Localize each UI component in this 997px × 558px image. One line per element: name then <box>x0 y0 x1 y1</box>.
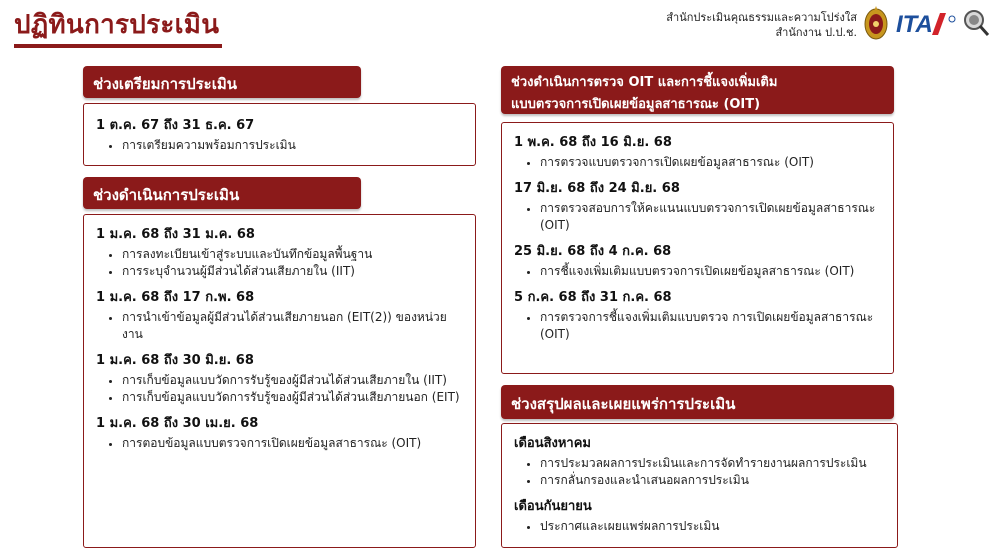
ita-logo <box>894 7 990 39</box>
period-date: 25 มิ.ย. 68 ถึง 4 ก.ค. 68 <box>514 244 672 259</box>
period-date: 17 มิ.ย. 68 ถึง 24 มิ.ย. 68 <box>514 181 680 196</box>
page-title: ปฏิทินการประเมิน <box>14 10 220 40</box>
org-name <box>666 10 857 40</box>
nacc-seal-icon <box>864 4 888 40</box>
org-line-1: สำนักประเมินคุณธรรมและความโปร่งใส <box>666 11 857 24</box>
period-item: • การตรวจการชี้แจงเพิ่มเติมแบบตรวจ การเปิดเผยข้อมูลสาธารณะ (OIT) <box>540 309 881 343</box>
period-item-list <box>514 154 881 171</box>
period-item: • การตอบข้อมูลแบบตรวจการเปิดเผยข้อมูลสาธารณะ (OIT) <box>122 435 463 452</box>
period-item: • การเก็บข้อมูลแบบวัดการรับรู้ของผู้มีส่วนได้ส่วนเสียภายนอก (EIT) <box>122 389 463 406</box>
period-item: • ประกาศและเผยแพร่ผลการประเมิน <box>540 518 885 535</box>
period-item-list <box>96 435 463 452</box>
period-item-list <box>514 200 881 234</box>
prep-header-label: ช่วงเตรียมการประเมิน <box>93 75 237 93</box>
period-date: 1 ม.ค. 68 ถึง 30 เม.ย. 68 <box>96 416 259 431</box>
period-item: • การประมวลผลการประเมินและการจัดทำรายงานผลการประเมิน <box>540 455 885 472</box>
summary-header-label: ช่วงสรุปผลและเผยแพร่การประเมิน <box>511 395 736 413</box>
period-date: 1 พ.ค. 68 ถึง 16 มิ.ย. 68 <box>514 135 672 150</box>
period-item-list <box>514 309 881 343</box>
period-item-list <box>514 263 881 280</box>
exec-header-label: ช่วงดำเนินการประเมิน <box>93 186 240 204</box>
period-item: • การเก็บข้อมูลแบบวัดการรับรู้ของผู้มีส่วนได้ส่วนเสียภายใน (IIT) <box>122 372 463 389</box>
exec-header <box>83 177 361 209</box>
period-date: เดือนกันยายน <box>514 499 592 514</box>
title-underline <box>14 44 222 48</box>
period-item: • การระบุจำนวนผู้มีส่วนได้ส่วนเสียภายใน (IIT) <box>122 263 463 280</box>
period-date: 5 ก.ค. 68 ถึง 31 ก.ค. 68 <box>514 290 672 305</box>
period-item: • การลงทะเบียนเข้าสู่ระบบและบันทึกข้อมูลพื้นฐาน <box>122 246 463 263</box>
period-item: • การตรวจแบบตรวจการเปิดเผยข้อมูลสาธารณะ (OIT) <box>540 154 881 171</box>
period-item-list <box>514 518 885 535</box>
period-item: • การนำเข้าข้อมูลผู้มีส่วนได้ส่วนเสียภายนอก (EIT(2)) ของหน่วยงาน <box>122 309 463 343</box>
summary-content <box>501 423 898 548</box>
period-item-list <box>96 372 463 406</box>
period-item-list <box>514 455 885 489</box>
exec-content <box>83 214 476 548</box>
period-date: 1 ม.ค. 68 ถึง 30 มิ.ย. 68 <box>96 353 254 368</box>
oit-header-line-1: ช่วงดำเนินการตรวจ OIT และการชี้แจงเพิ่มเติม <box>511 75 778 90</box>
period-item-list <box>96 137 463 154</box>
ita-logo-icon <box>894 7 990 39</box>
period-item: • การตรวจสอบการให้คะแนนแบบตรวจการเปิดเผยข้อมูลสาธารณะ (OIT) <box>540 200 881 234</box>
oit-content <box>501 122 894 374</box>
period-item: • การกลั่นกรองและนำเสนอผลการประเมิน <box>540 472 885 489</box>
period-item-list <box>96 309 463 343</box>
prep-header <box>83 66 361 98</box>
summary-header <box>501 385 894 419</box>
period-item: • การเตรียมความพร้อมการประเมิน <box>122 137 463 154</box>
period-date: 1 ต.ค. 67 ถึง 31 ธ.ค. 67 <box>96 118 255 133</box>
oit-header <box>501 66 894 114</box>
period-date: 1 ม.ค. 68 ถึง 17 ก.พ. 68 <box>96 290 255 305</box>
period-date: เดือนสิงหาคม <box>514 436 591 451</box>
period-date: 1 ม.ค. 68 ถึง 31 ม.ค. 68 <box>96 227 255 242</box>
oit-header-line-2: แบบตรวจการเปิดเผยข้อมูลสาธารณะ (OIT) <box>511 97 761 112</box>
org-line-2: สำนักงาน ป.ป.ช. <box>775 26 857 39</box>
ita-logo-text: ITA <box>896 11 933 38</box>
period-item-list <box>96 246 463 280</box>
prep-content <box>83 103 476 166</box>
period-item: • การชี้แจงเพิ่มเติมแบบตรวจการเปิดเผยข้อมูลสาธารณะ (OIT) <box>540 263 881 280</box>
